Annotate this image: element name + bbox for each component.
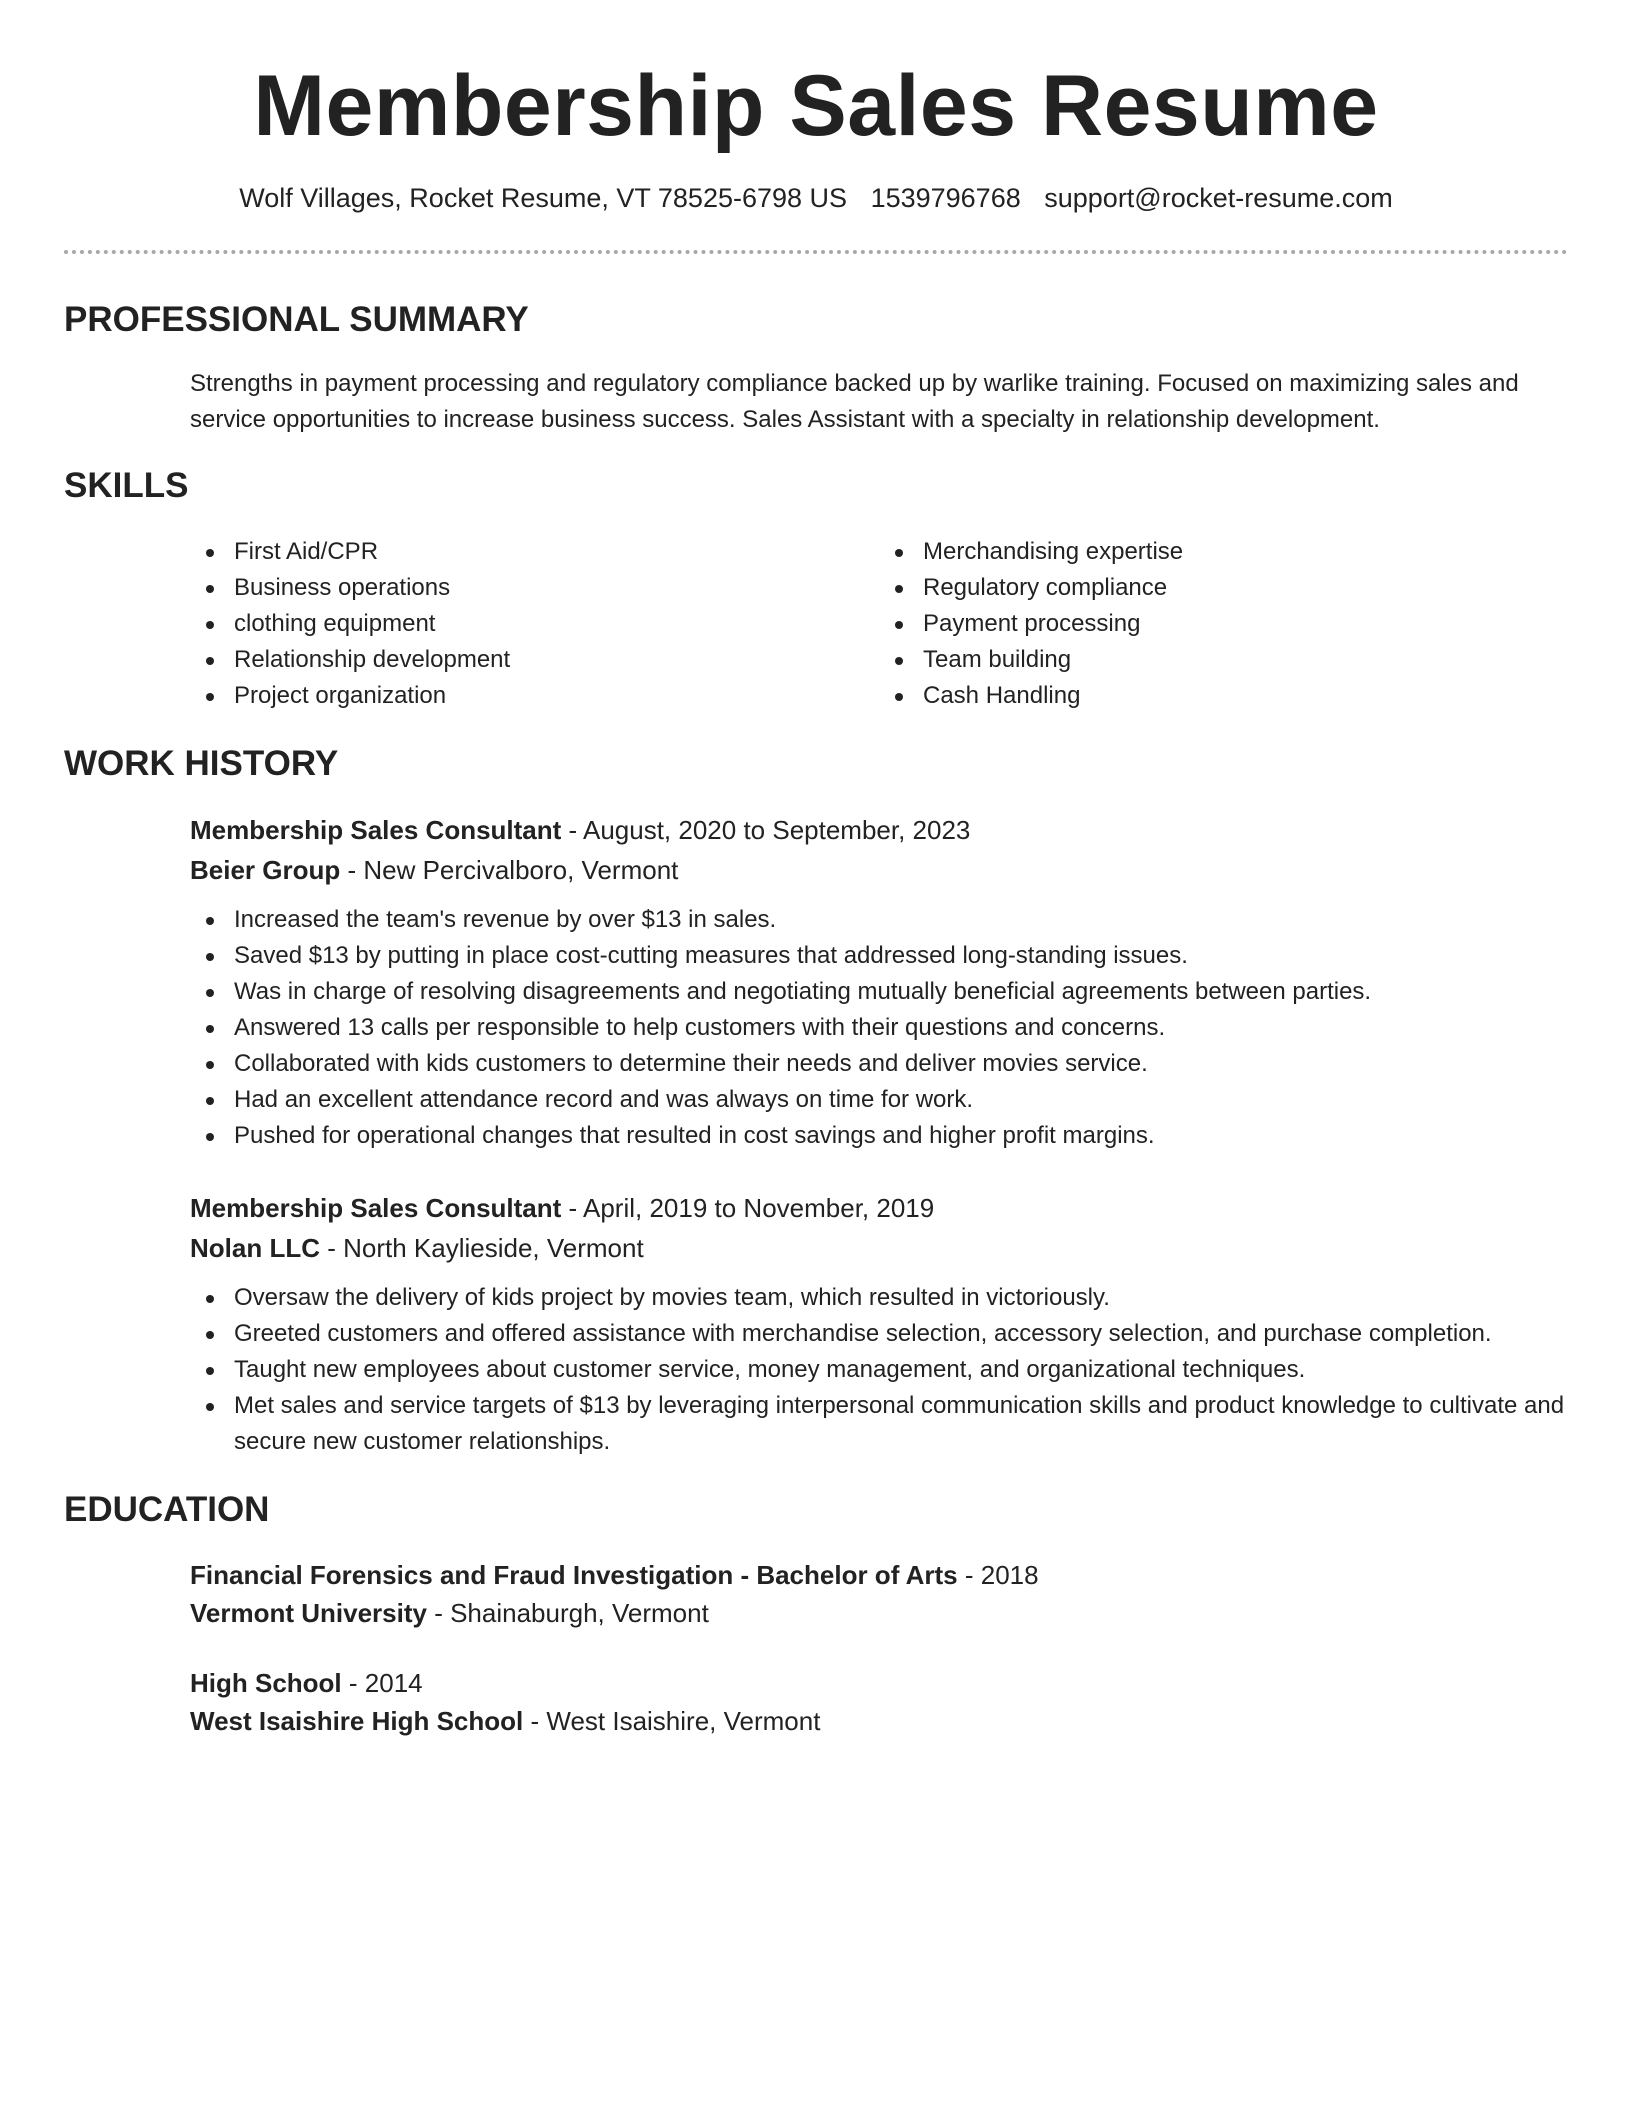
- education-degree: High School: [190, 1668, 342, 1698]
- education-degree-line: [190, 1556, 1568, 1594]
- job-company-line: [190, 1228, 1568, 1268]
- job-role: Membership Sales Consultant: [190, 815, 562, 845]
- education-year: - 2018: [957, 1560, 1039, 1590]
- job-role: Membership Sales Consultant: [190, 1193, 562, 1223]
- education-section: [64, 1488, 1568, 1740]
- skills-list-left: [190, 534, 879, 714]
- job-entry: [190, 1188, 1568, 1460]
- skills-section: [64, 464, 1568, 714]
- education-degree: Financial Forensics and Fraud Investigation - Bachelor of Arts: [190, 1560, 958, 1590]
- education-heading: EDUCATION: [64, 1490, 270, 1529]
- education-year: - 2014: [341, 1668, 423, 1698]
- education-entry: [190, 1556, 1568, 1632]
- job-company: Beier Group: [190, 855, 341, 885]
- education-degree-line: [190, 1664, 1568, 1702]
- education-location: - West Isaishire, Vermont: [523, 1706, 821, 1736]
- job-bullet: Oversaw the delivery of kids project by movies team, which resulted in victoriously.: [190, 1280, 1568, 1316]
- education-entry: [190, 1664, 1568, 1740]
- skill-item: First Aid/CPR: [190, 534, 879, 570]
- education-school: Vermont University: [190, 1598, 427, 1628]
- skill-item: Business operations: [190, 570, 879, 606]
- job-bullets: [190, 902, 1568, 1154]
- work-heading: WORK HISTORY: [64, 744, 339, 783]
- summary-text: Strengths in payment processing and regulatory compliance backed up by warlike training. Focused on maximizing sales and service opportunities to increase business success. Sales Assistant with a specialty in relationship development.: [190, 370, 1519, 433]
- skill-item: Relationship development: [190, 642, 879, 678]
- skills-grid: [190, 534, 1568, 714]
- education-school-line: [190, 1594, 1568, 1632]
- job-bullet: Taught new employees about customer service, money management, and organizational techniques.: [190, 1352, 1568, 1388]
- job-entry: [190, 810, 1568, 1154]
- job-dates: - August, 2020 to September, 2023: [561, 815, 971, 845]
- education-location: - Shainaburgh, Vermont: [426, 1598, 709, 1628]
- job-title-line: [190, 1188, 1568, 1228]
- job-bullets: [190, 1280, 1568, 1460]
- job-bullet: Had an excellent attendance record and was always on time for work.: [190, 1082, 1568, 1118]
- header-divider: [64, 250, 1568, 254]
- contact-email: support@rocket-resume.com: [1044, 183, 1393, 213]
- job-location: - North Kaylieside, Vermont: [320, 1233, 644, 1263]
- job-title-line: [190, 810, 1568, 850]
- skill-item: Payment processing: [879, 606, 1568, 642]
- skill-item: Team building: [879, 642, 1568, 678]
- contact-address: Wolf Villages, Rocket Resume, VT 78525-6798 US: [239, 183, 848, 213]
- skill-item: Merchandising expertise: [879, 534, 1568, 570]
- contact-line: [64, 180, 1568, 216]
- job-bullet: Saved $13 by putting in place cost-cutting measures that addressed long-standing issues.: [190, 938, 1568, 974]
- summary-section: [64, 298, 1568, 438]
- skill-item: clothing equipment: [190, 606, 879, 642]
- job-dates: - April, 2019 to November, 2019: [561, 1193, 935, 1223]
- work-section: [64, 742, 1568, 1460]
- skill-item: Cash Handling: [879, 678, 1568, 714]
- skill-item: Regulatory compliance: [879, 570, 1568, 606]
- education-school: West Isaishire High School: [190, 1706, 524, 1736]
- contact-phone: 1539796768: [870, 183, 1021, 213]
- job-bullet: Answered 13 calls per responsible to help customers with their questions and concerns.: [190, 1010, 1568, 1046]
- job-bullet: Collaborated with kids customers to determine their needs and deliver movies service.: [190, 1046, 1568, 1082]
- job-bullet: Pushed for operational changes that resulted in cost savings and higher profit margins.: [190, 1118, 1568, 1154]
- resume-name: Membership Sales Resume: [253, 58, 1379, 154]
- summary-heading: PROFESSIONAL SUMMARY: [64, 300, 529, 339]
- skills-heading: SKILLS: [64, 466, 189, 505]
- job-company-line: [190, 850, 1568, 890]
- job-company: Nolan LLC: [190, 1233, 320, 1263]
- job-bullet: Greeted customers and offered assistance with merchandise selection, accessory selection, and purchase completion.: [190, 1316, 1568, 1352]
- education-school-line: [190, 1702, 1568, 1740]
- job-bullet: Met sales and service targets of $13 by leveraging interpersonal communication skills and product knowledge to cultivate and secure new customer relationships.: [190, 1388, 1568, 1460]
- job-bullet: Was in charge of resolving disagreements and negotiating mutually beneficial agreements between parties.: [190, 974, 1568, 1010]
- job-bullet: Increased the team's revenue by over $13 in sales.: [190, 902, 1568, 938]
- job-location: - New Percivalboro, Vermont: [340, 855, 679, 885]
- skills-list-right: [879, 534, 1568, 714]
- skill-item: Project organization: [190, 678, 879, 714]
